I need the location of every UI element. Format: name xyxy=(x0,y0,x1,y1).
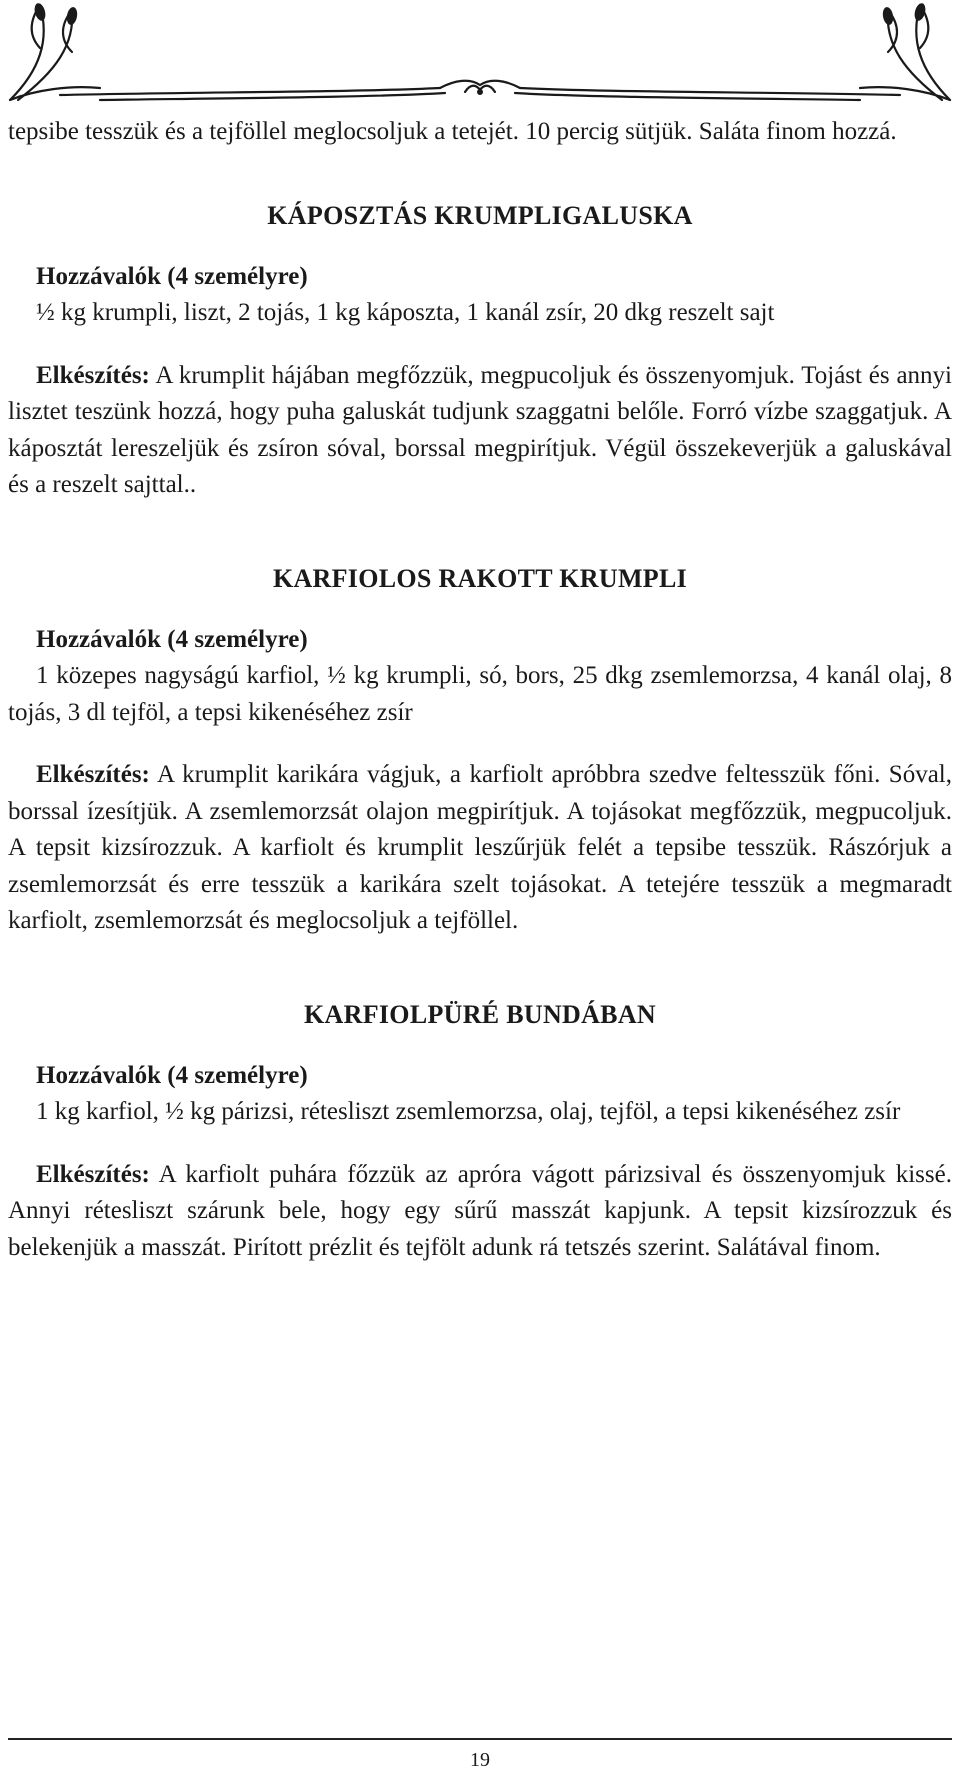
ingredients-heading: Hozzávalók (4 személyre) xyxy=(36,262,308,290)
intro-paragraph: tepsibe tesszük és a tejföllel meglocsoljuk a tetejét. 10 percig sütjük. Saláta finom hozzá. xyxy=(8,118,897,145)
ingredients-heading: Hozzávalók (4 személyre) xyxy=(36,625,308,653)
recipe-title: KARFIOLPÜRÉ BUNDÁBAN xyxy=(304,999,656,1029)
page-number: 19 xyxy=(470,1749,490,1771)
ingredients-text: 1 kg karfiol, ½ kg párizsi, rétesliszt zsemlemorzsa, olaj, tejföl, a tepsi kikenéséhez zsír xyxy=(36,1098,901,1125)
method-paragraph xyxy=(8,757,952,940)
method-paragraph xyxy=(8,358,952,504)
method-text: A krumplit karikára vágjuk, a karfiolt apróbbra szedve feltesszük főni. Sóval, borssal ízesítjük. A zsemlemorzsát olajon megpirítjuk. A tojásokat megfőzzük, megpucoljuk. A tepsit kizsírozzuk. A karfiolt és krumplit leszűrjük felét a tepsibe tesszük. Rászórjuk a zsemlemorzsát és erre tesszük a karikára szelt tojásokat. A tetejére tesszük a megmaradt karfiolt, zsemlemorzsát és meglocsoljuk a tejföllel. xyxy=(8,761,952,934)
method-label: Elkészítés: xyxy=(36,761,150,788)
method-text: A krumplit hájában megfőzzük, megpucoljuk és összenyomjuk. Tojást és annyi lisztet teszünk hozzá, hogy puha galuskát tudjunk szaggatni belőle. Forró vízbe szaggatjuk. A káposztát lereszeljük és zsíron sóval, borssal megpirítjuk. Végül összekeverjük a galuskával és a reszelt sajttal.. xyxy=(8,361,952,498)
page-content xyxy=(8,118,952,1266)
recipe-karfiolos-rakott-krumpli xyxy=(8,564,952,940)
method-paragraph xyxy=(8,1157,952,1267)
ingredients-text: ½ kg krumpli, liszt, 2 tojás, 1 kg káposzta, 1 kanál zsír, 20 dkg reszelt sajt xyxy=(36,299,775,326)
decorative-header-ornament-icon xyxy=(0,0,960,105)
method-text: A karfiolt puhára főzzük az apróra vágott párizsival és összenyomjuk kissé. Annyi rétesliszt szárunk bele, hogy egy sűrű masszát kapjunk. A tepsit kizsírozzuk és belekenjük a masszát. Pirított prézlit és tejfölt adunk rá tetszés szerint. Salátával finom. xyxy=(8,1160,952,1261)
ingredients-heading: Hozzávalók (4 személyre) xyxy=(36,1061,308,1089)
recipe-karfiolpure-bundaban xyxy=(8,1000,952,1267)
footer-divider xyxy=(8,1738,952,1740)
recipe-title: KARFIOLOS RAKOTT KRUMPLI xyxy=(272,563,688,593)
recipe-kaposztas-krumpligaluska xyxy=(8,201,952,504)
recipe-title: KÁPOSZTÁS KRUMPLIGALUSKA xyxy=(267,200,693,230)
ingredients-text: 1 közepes nagyságú karfiol, ½ kg krumpli, só, bors, 25 dkg zsemlemorzsa, 4 kanál olaj, 8 tojás, 3 dl tejföl, a tepsi kikenéséhez zsír xyxy=(8,662,952,726)
method-label: Elkészítés: xyxy=(36,1160,150,1188)
method-label: Elkészítés: xyxy=(36,361,150,389)
